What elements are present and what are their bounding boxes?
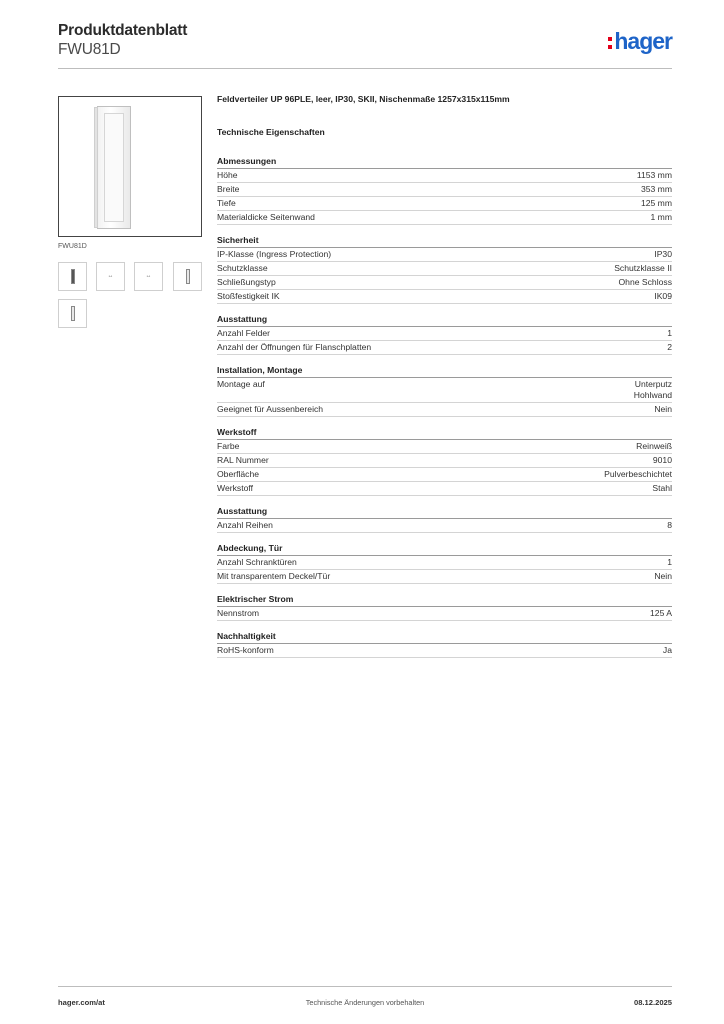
property-label: Mit transparentem Deckel/Tür xyxy=(217,571,331,581)
property-value xyxy=(654,404,672,415)
property-value-line: Ohne Schloss xyxy=(618,277,672,287)
property-row xyxy=(217,211,672,225)
section-title: Abdeckung, Tür xyxy=(217,543,672,556)
property-row xyxy=(217,276,672,290)
section-title: Ausstattung xyxy=(217,314,672,327)
property-label: Werkstoff xyxy=(217,483,253,493)
property-section xyxy=(217,506,672,533)
property-row xyxy=(217,403,672,417)
property-label: Tiefe xyxy=(217,198,236,208)
product-description: Feldverteiler UP 96PLE, leer, IP30, SKII, Nischenmaße 1257x315x115mm xyxy=(217,94,510,104)
property-label: Oberfläche xyxy=(217,469,260,479)
property-label: Anzahl Reihen xyxy=(217,520,273,530)
property-value-line: 8 xyxy=(667,520,672,530)
product-image[interactable] xyxy=(58,96,202,237)
section-title: Nachhaltigkeit xyxy=(217,631,672,644)
page-footer xyxy=(58,986,672,1007)
property-value-line: Stahl xyxy=(652,483,672,493)
property-label: Geeignet für Aussenbereich xyxy=(217,404,324,414)
thumbnail-dimension-depth[interactable] xyxy=(134,262,163,291)
thumbnail-front-view[interactable] xyxy=(58,262,87,291)
section-title: Werkstoff xyxy=(217,427,672,440)
property-label: RoHS-konform xyxy=(217,645,274,655)
property-value-line: 9010 xyxy=(652,455,672,465)
dimension-icon: ↔ xyxy=(107,273,114,279)
property-value xyxy=(663,645,672,656)
cabinet-edge xyxy=(94,107,98,228)
property-value-line: 1 xyxy=(667,557,672,567)
technical-properties-heading: Technische Eigenschaften xyxy=(217,127,325,137)
property-value-line: 1 mm xyxy=(650,212,672,222)
property-row xyxy=(217,468,672,482)
property-value-line: Ja xyxy=(662,645,672,655)
property-section xyxy=(217,427,672,496)
footer-website-link[interactable]: hager.com/at xyxy=(58,998,105,1007)
property-section xyxy=(217,365,672,417)
property-value-line: Pulverbeschichtet xyxy=(604,469,672,479)
property-row xyxy=(217,607,672,621)
property-row xyxy=(217,183,672,197)
cabinet-illustration xyxy=(97,106,131,229)
property-value-line: IK09 xyxy=(654,291,672,301)
property-label: Montage auf xyxy=(217,379,265,389)
property-label: IP-Klasse (Ingress Protection) xyxy=(217,249,332,259)
section-title: Sicherheit xyxy=(217,235,672,248)
logo-text: hager xyxy=(614,28,672,54)
property-value-line: 2 xyxy=(667,342,672,352)
property-row xyxy=(217,378,672,403)
property-value xyxy=(637,170,672,181)
thumbnail-side-view[interactable] xyxy=(173,262,202,291)
property-row xyxy=(217,519,672,533)
section-title: Ausstattung xyxy=(217,506,672,519)
section-title: Elektrischer Strom xyxy=(217,594,672,607)
property-label: Anzahl Schranktüren xyxy=(217,557,297,567)
property-label: Schließungstyp xyxy=(217,277,276,287)
property-value xyxy=(641,198,672,209)
property-row xyxy=(217,262,672,276)
property-value xyxy=(667,342,672,353)
property-row xyxy=(217,248,672,262)
logo-dots-icon xyxy=(608,34,612,50)
dimension-icon: ↔ xyxy=(145,273,152,279)
hager-logo[interactable] xyxy=(608,28,672,55)
property-value xyxy=(618,277,672,288)
property-value xyxy=(654,249,672,260)
property-label: Nennstrom xyxy=(217,608,260,618)
thumbnail-door-view[interactable] xyxy=(58,299,87,328)
property-row xyxy=(217,327,672,341)
property-value-line: Nein xyxy=(654,404,672,414)
property-value-line: Nein xyxy=(654,571,672,581)
footer-notice: Technische Änderungen vorbehalten xyxy=(305,998,425,1007)
property-label: Materialdicke Seitenwand xyxy=(217,212,315,222)
property-row xyxy=(217,570,672,584)
property-value xyxy=(653,455,672,466)
property-row xyxy=(217,169,672,183)
property-value xyxy=(654,571,672,582)
property-value xyxy=(634,379,672,401)
property-section xyxy=(217,543,672,584)
property-value xyxy=(654,291,672,302)
property-value-line: IP30 xyxy=(654,249,672,259)
property-label: Höhe xyxy=(217,170,238,180)
property-row xyxy=(217,440,672,454)
property-value-line: Reinweiß xyxy=(636,441,672,451)
property-row xyxy=(217,644,672,658)
property-value-line: Hohlwand xyxy=(633,390,672,400)
property-value xyxy=(604,469,672,480)
properties-list xyxy=(217,156,672,658)
page-header xyxy=(58,22,672,69)
property-section xyxy=(217,314,672,355)
property-value xyxy=(667,557,672,568)
image-caption: FWU81D xyxy=(58,243,87,250)
property-value xyxy=(652,483,672,494)
property-value-line: Unterputz xyxy=(634,379,672,389)
cabinet-side-icon xyxy=(186,269,190,284)
thumbnail-dimension-width[interactable] xyxy=(96,262,125,291)
property-row xyxy=(217,482,672,496)
property-row xyxy=(217,290,672,304)
property-value-line: Schutzklasse II xyxy=(614,263,672,273)
property-label: Stoßfestigkeit IK xyxy=(217,291,280,301)
product-code: FWU81D xyxy=(58,41,121,58)
property-value xyxy=(667,328,672,339)
property-value-line: 353 mm xyxy=(640,184,672,194)
property-label: Farbe xyxy=(217,441,240,451)
property-value-line: 1153 mm xyxy=(636,170,672,180)
property-value-line: 125 mm xyxy=(640,198,672,208)
footer-date: 08.12.2025 xyxy=(633,998,672,1007)
product-details xyxy=(217,94,672,658)
property-label: Schutzklasse xyxy=(217,263,268,273)
property-value xyxy=(641,184,672,195)
property-label: RAL Nummer xyxy=(217,455,269,465)
cabinet-door-icon xyxy=(71,306,75,321)
page-title: Produktdatenblatt xyxy=(58,22,188,39)
property-row xyxy=(217,556,672,570)
property-value xyxy=(651,212,672,223)
property-value xyxy=(614,263,672,274)
property-label: Anzahl der Öffnungen für Flanschplatten xyxy=(217,342,372,352)
property-value-line: 125 A xyxy=(650,608,672,618)
property-section xyxy=(217,594,672,621)
property-row xyxy=(217,197,672,211)
property-row xyxy=(217,454,672,468)
property-section xyxy=(217,156,672,225)
property-value xyxy=(667,520,672,531)
section-title: Installation, Montage xyxy=(217,365,672,378)
property-value-line: 1 xyxy=(667,328,672,338)
property-row xyxy=(217,341,672,355)
property-section xyxy=(217,631,672,658)
section-title: Abmessungen xyxy=(217,156,672,169)
property-section xyxy=(217,235,672,304)
property-value xyxy=(650,608,672,619)
cabinet-interior xyxy=(104,113,124,222)
property-label: Anzahl Felder xyxy=(217,328,271,338)
cabinet-front-icon xyxy=(71,269,75,284)
property-value xyxy=(636,441,672,452)
property-label: Breite xyxy=(217,184,240,194)
